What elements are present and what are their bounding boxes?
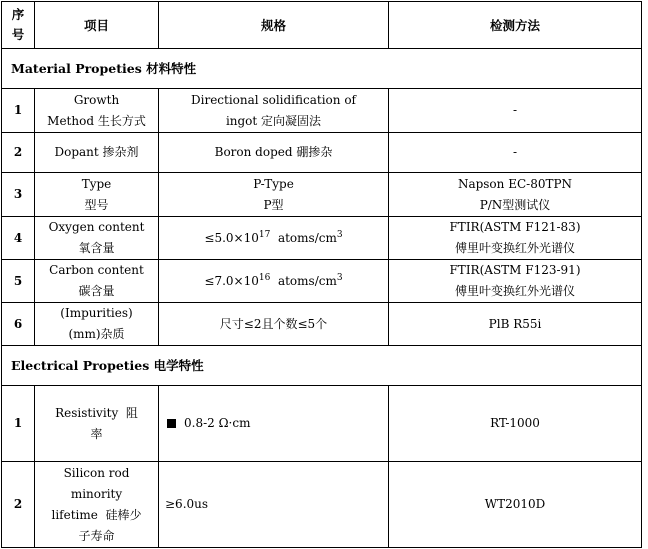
bullet-square-icon — [167, 419, 176, 428]
table-row: 4 Oxygen content 氧含量 $\le 5.0\times 10^{17}$ atoms/$cm^3$ FTIR(ASTM F121-83) 傅里叶变换红外光谱仪 — [2, 217, 642, 260]
header-method: 检测方法 — [389, 2, 642, 49]
table-row: 3 Type 型号 P-Type P型 Napson EC-80TPN P/N型测试仪 — [2, 173, 642, 217]
spec-table — [1, 1, 642, 548]
material-section-row — [2, 49, 642, 89]
header-seq: 序号 — [2, 2, 35, 49]
header-item: 项目 — [35, 2, 159, 49]
table-row: 1 Growth Method 生长方式 Directional solidification of ingot 定向凝固法 - — [2, 89, 642, 133]
header-row — [2, 2, 642, 49]
table-row: 1 Resistivity 阻 率 0.8-2 Ω·cm RT-1000 — [2, 386, 642, 462]
table-row: 2 Silicon rod minority lifetime 硅棒少 子寿命 ≥6.0us WT2010D — [2, 462, 642, 548]
electrical-section-title: Electrical Propeties 电学特性 — [2, 346, 642, 386]
material-section-title: Material Propeties 材料特性 — [2, 49, 642, 89]
table-row: 2 Dopant 掺杂剂 Boron doped 硼掺杂 - — [2, 133, 642, 173]
electrical-section-row — [2, 346, 642, 386]
header-spec: 规格 — [159, 2, 389, 49]
table-row: 5 Carbon content 碳含量 $\le 7.0\times 10^{16}$ atoms/$cm^3$ FTIR(ASTM F123-91) 傅里叶变换红外光谱仪 — [2, 260, 642, 303]
table-row: 6 (Impurities) (mm)杂质 尺寸≤2且个数≤5个 PlB R55i — [2, 303, 642, 346]
